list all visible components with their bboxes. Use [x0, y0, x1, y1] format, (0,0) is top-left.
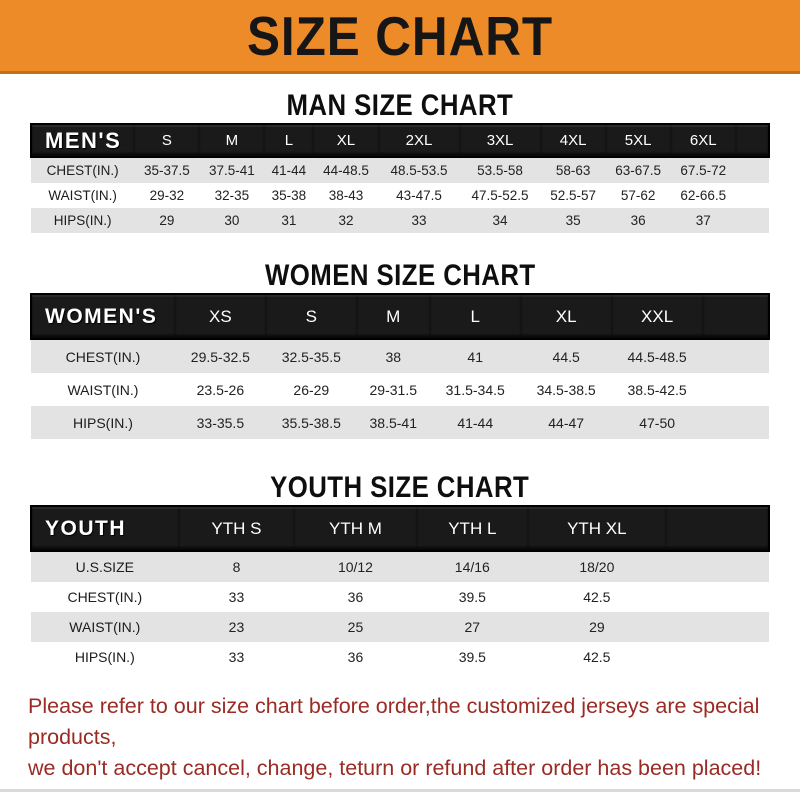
size-cell: 32-35 [199, 183, 264, 208]
size-cell: 57-62 [606, 183, 671, 208]
row-spacer [736, 208, 769, 233]
row-label: CHEST(IN.) [31, 582, 179, 612]
row-label: HIPS(IN.) [31, 406, 175, 439]
table-row [31, 406, 769, 439]
table-row [31, 157, 769, 183]
size-cell: 33 [379, 208, 460, 233]
size-cell: 25 [294, 612, 416, 642]
page-title: SIZE CHART [247, 4, 553, 67]
header-spacer [703, 294, 769, 339]
size-cell: 38-43 [313, 183, 378, 208]
order-notice-line1: Please refer to our size chart before order,the customized jerseys are special products, [28, 694, 760, 749]
size-cell: 39.5 [417, 582, 528, 612]
youth-section-heading: YOUTH SIZE CHART [270, 471, 530, 504]
man-section-heading: MAN SIZE CHART [286, 89, 514, 122]
table-row [31, 339, 769, 373]
size-cell: 36 [294, 582, 416, 612]
size-cell: 18/20 [528, 551, 666, 582]
size-cell: 29 [528, 612, 666, 642]
men-size-table [30, 123, 770, 233]
size-cell: 44-47 [521, 406, 612, 439]
size-cell: 33-35.5 [175, 406, 266, 439]
size-cell: 29-32 [134, 183, 199, 208]
size-cell: 31 [264, 208, 313, 233]
size-cell: 34.5-38.5 [521, 373, 612, 406]
size-cell: 33 [179, 642, 295, 672]
row-spacer [666, 582, 769, 612]
row-spacer [666, 551, 769, 582]
row-spacer [666, 612, 769, 642]
size-cell: 42.5 [528, 582, 666, 612]
table-corner-label: MEN'S [31, 124, 134, 157]
order-notice [28, 691, 780, 784]
size-cell: 44.5-48.5 [612, 339, 703, 373]
size-cell: 37 [671, 208, 736, 233]
table-corner-label: YOUTH [31, 506, 179, 551]
table-row [31, 373, 769, 406]
size-cell: 10/12 [294, 551, 416, 582]
column-header: XL [313, 124, 378, 157]
size-cell: 35-37.5 [134, 157, 199, 183]
size-cell: 53.5-58 [460, 157, 541, 183]
bottom-divider [0, 789, 800, 792]
column-header: L [264, 124, 313, 157]
size-cell: 29.5-32.5 [175, 339, 266, 373]
column-header: XXL [612, 294, 703, 339]
size-cell: 29 [134, 208, 199, 233]
table-header-row [31, 294, 769, 339]
column-header: YTH XL [528, 506, 666, 551]
youth-size-table [30, 505, 770, 672]
size-cell: 52.5-57 [541, 183, 606, 208]
column-header: YTH S [179, 506, 295, 551]
row-label: CHEST(IN.) [31, 339, 175, 373]
size-cell: 44-48.5 [313, 157, 378, 183]
size-cell: 31.5-34.5 [430, 373, 521, 406]
size-cell: 33 [179, 582, 295, 612]
table-header-row [31, 124, 769, 157]
row-label: HIPS(IN.) [31, 642, 179, 672]
size-cell: 62-66.5 [671, 183, 736, 208]
table-row [31, 551, 769, 582]
column-header: 2XL [379, 124, 460, 157]
size-cell: 47-50 [612, 406, 703, 439]
table-row [31, 183, 769, 208]
row-spacer [703, 406, 769, 439]
size-chart-banner [0, 0, 800, 74]
size-cell: 35-38 [264, 183, 313, 208]
column-header: 3XL [460, 124, 541, 157]
size-cell: 34 [460, 208, 541, 233]
column-header: L [430, 294, 521, 339]
row-spacer [666, 642, 769, 672]
table-row [31, 208, 769, 233]
row-label: CHEST(IN.) [31, 157, 134, 183]
size-cell: 58-63 [541, 157, 606, 183]
size-cell: 38.5-41 [357, 406, 430, 439]
size-cell: 39.5 [417, 642, 528, 672]
row-label: WAIST(IN.) [31, 183, 134, 208]
size-cell: 42.5 [528, 642, 666, 672]
size-cell: 27 [417, 612, 528, 642]
column-header: M [357, 294, 430, 339]
row-label: HIPS(IN.) [31, 208, 134, 233]
header-spacer [666, 506, 769, 551]
women-size-table [30, 293, 770, 439]
row-label: U.S.SIZE [31, 551, 179, 582]
size-cell: 41-44 [264, 157, 313, 183]
size-cell: 35 [541, 208, 606, 233]
size-cell: 41 [430, 339, 521, 373]
size-cell: 26-29 [266, 373, 357, 406]
table-row [31, 582, 769, 612]
order-notice-line2: we don't accept cancel, change, teturn or refund after order has been placed! [28, 756, 762, 780]
row-label: WAIST(IN.) [31, 373, 175, 406]
size-cell: 14/16 [417, 551, 528, 582]
size-cell: 30 [199, 208, 264, 233]
size-cell: 32.5-35.5 [266, 339, 357, 373]
size-cell: 36 [294, 642, 416, 672]
row-label: WAIST(IN.) [31, 612, 179, 642]
table-row [31, 642, 769, 672]
column-header: 5XL [606, 124, 671, 157]
column-header: M [199, 124, 264, 157]
table-corner-label: WOMEN'S [31, 294, 175, 339]
column-header: XS [175, 294, 266, 339]
size-cell: 38.5-42.5 [612, 373, 703, 406]
column-header: YTH L [417, 506, 528, 551]
row-spacer [703, 373, 769, 406]
row-spacer [703, 339, 769, 373]
size-cell: 38 [357, 339, 430, 373]
size-cell: 8 [179, 551, 295, 582]
column-header: S [266, 294, 357, 339]
row-spacer [736, 157, 769, 183]
women-section-heading: WOMEN SIZE CHART [264, 259, 536, 292]
size-cell: 67.5-72 [671, 157, 736, 183]
size-cell: 44.5 [521, 339, 612, 373]
size-cell: 23 [179, 612, 295, 642]
size-cell: 48.5-53.5 [379, 157, 460, 183]
column-header: S [134, 124, 199, 157]
size-cell: 36 [606, 208, 671, 233]
size-cell: 37.5-41 [199, 157, 264, 183]
size-cell: 63-67.5 [606, 157, 671, 183]
size-cell: 32 [313, 208, 378, 233]
size-cell: 23.5-26 [175, 373, 266, 406]
table-row [31, 612, 769, 642]
column-header: 6XL [671, 124, 736, 157]
column-header: XL [521, 294, 612, 339]
row-spacer [736, 183, 769, 208]
column-header: YTH M [294, 506, 416, 551]
column-header: 4XL [541, 124, 606, 157]
size-cell: 41-44 [430, 406, 521, 439]
header-spacer [736, 124, 769, 157]
size-cell: 29-31.5 [357, 373, 430, 406]
size-cell: 43-47.5 [379, 183, 460, 208]
size-cell: 47.5-52.5 [460, 183, 541, 208]
table-header-row [31, 506, 769, 551]
size-cell: 35.5-38.5 [266, 406, 357, 439]
